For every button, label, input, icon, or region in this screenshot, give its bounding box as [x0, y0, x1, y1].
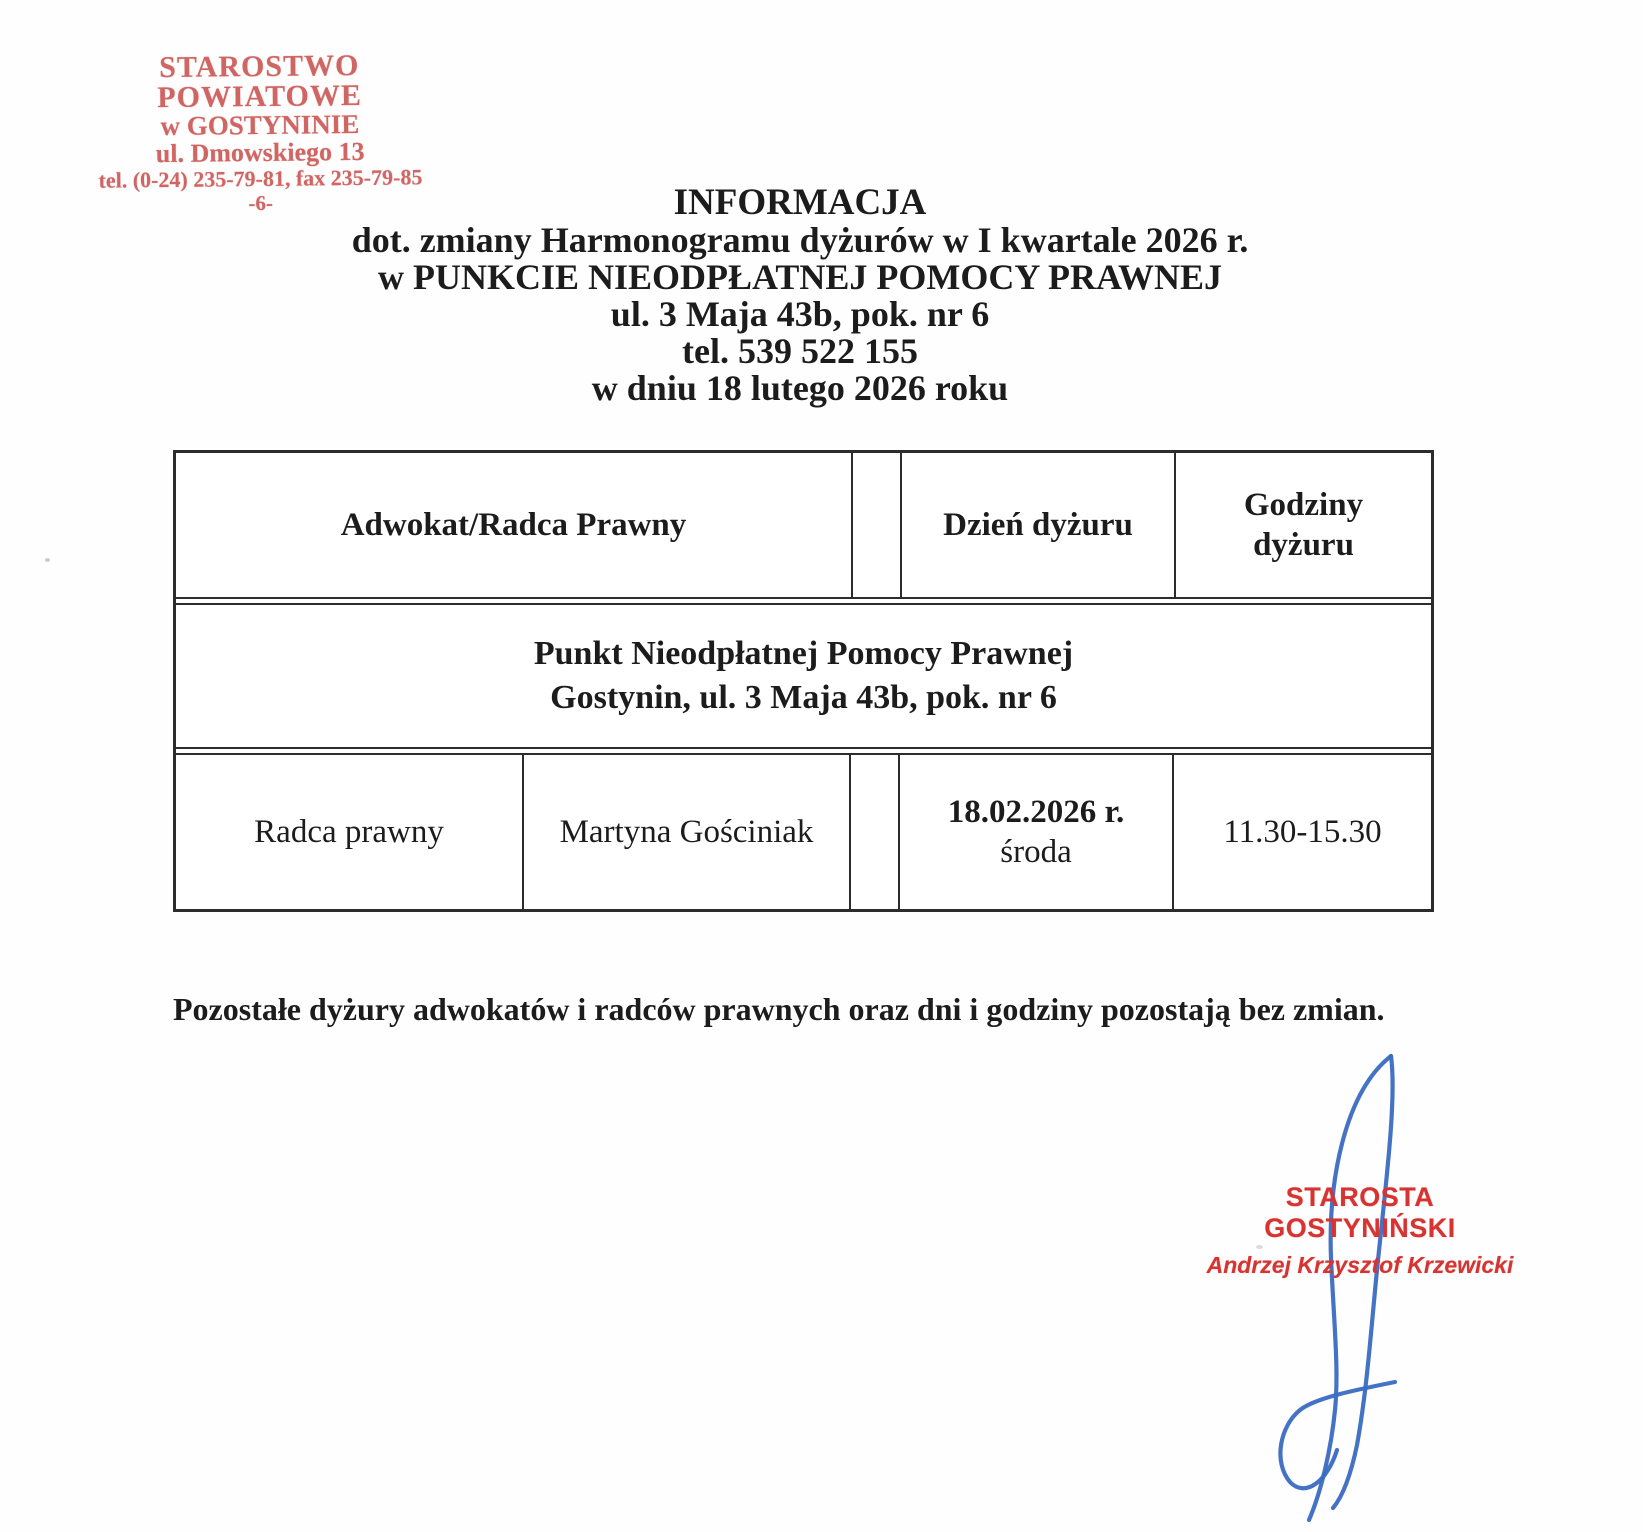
header-spacer-cell [853, 453, 902, 597]
header-duty-day: Dzień dyżuru [902, 453, 1176, 597]
cell-spacer [851, 755, 900, 909]
cell-duty-weekday: środa [1000, 834, 1072, 870]
page-title: INFORMACJA [673, 182, 927, 223]
cell-duty-day [900, 755, 1174, 909]
title-date-line: w dniu 18 lutego 2026 roku [591, 368, 1009, 408]
title-phone-line: tel. 539 522 155 [682, 331, 918, 371]
signature-stroke-right [1333, 1056, 1393, 1508]
scan-speck [1256, 1245, 1263, 1249]
section-point-address: Gostynin, ul. 3 Maja 43b, pok. nr 6 [550, 679, 1057, 716]
starosta-stamp-title: STAROSTA GOSTYNIŃSKI [1264, 1182, 1456, 1243]
header-duty-hours [1176, 453, 1431, 597]
signature-stroke-left [1309, 1056, 1391, 1520]
handwritten-signature [1245, 1030, 1425, 1530]
table-row [176, 753, 1431, 909]
office-stamp-line-3: ul. Dmowskiego 13 [155, 136, 365, 169]
cell-role: Radca prawny [176, 755, 524, 909]
cell-name: Martyna Gościniak [524, 755, 851, 909]
starosta-stamp-name: Andrzej Krzysztof Krzewicki [1206, 1252, 1514, 1278]
duty-schedule-table [173, 450, 1434, 912]
title-address-line: ul. 3 Maja 43b, pok. nr 6 [610, 294, 990, 334]
header-duty-hours-label: Godziny dyżuru [1243, 487, 1364, 563]
office-stamp-line-5: -6- [248, 190, 274, 216]
note-text: Pozostałe dyżury adwokatów i radców prawnych oraz dni i godziny pozostają bez zmian. [173, 991, 1385, 1027]
office-stamp-line-2: w GOSTYNINIE [160, 108, 360, 142]
table-header-row [176, 453, 1431, 599]
office-stamp-line-4: tel. (0-24) 235-79-81, fax 235-79-85 [98, 164, 423, 193]
table-section-row [176, 603, 1431, 749]
section-point-name: Punkt Nieodpłatnej Pomocy Prawnej [533, 635, 1074, 672]
title-subject-line: dot. zmiany Harmonogramu dyżurów w I kwartale 2026 r. [351, 220, 1249, 260]
title-office-line: w PUNKCIE NIEODPŁATNEJ POMOCY PRAWNEJ [377, 257, 1222, 297]
office-stamp-line-1: STAROSTWO POWIATOWE [157, 48, 363, 115]
scan-speck [45, 558, 50, 562]
cell-duty-date: 18.02.2026 r. [947, 794, 1125, 830]
cell-duty-hours: 11.30-15.30 [1223, 814, 1382, 850]
document-title-block [0, 184, 1600, 407]
header-lawyer: Adwokat/Radca Prawny [176, 453, 853, 597]
